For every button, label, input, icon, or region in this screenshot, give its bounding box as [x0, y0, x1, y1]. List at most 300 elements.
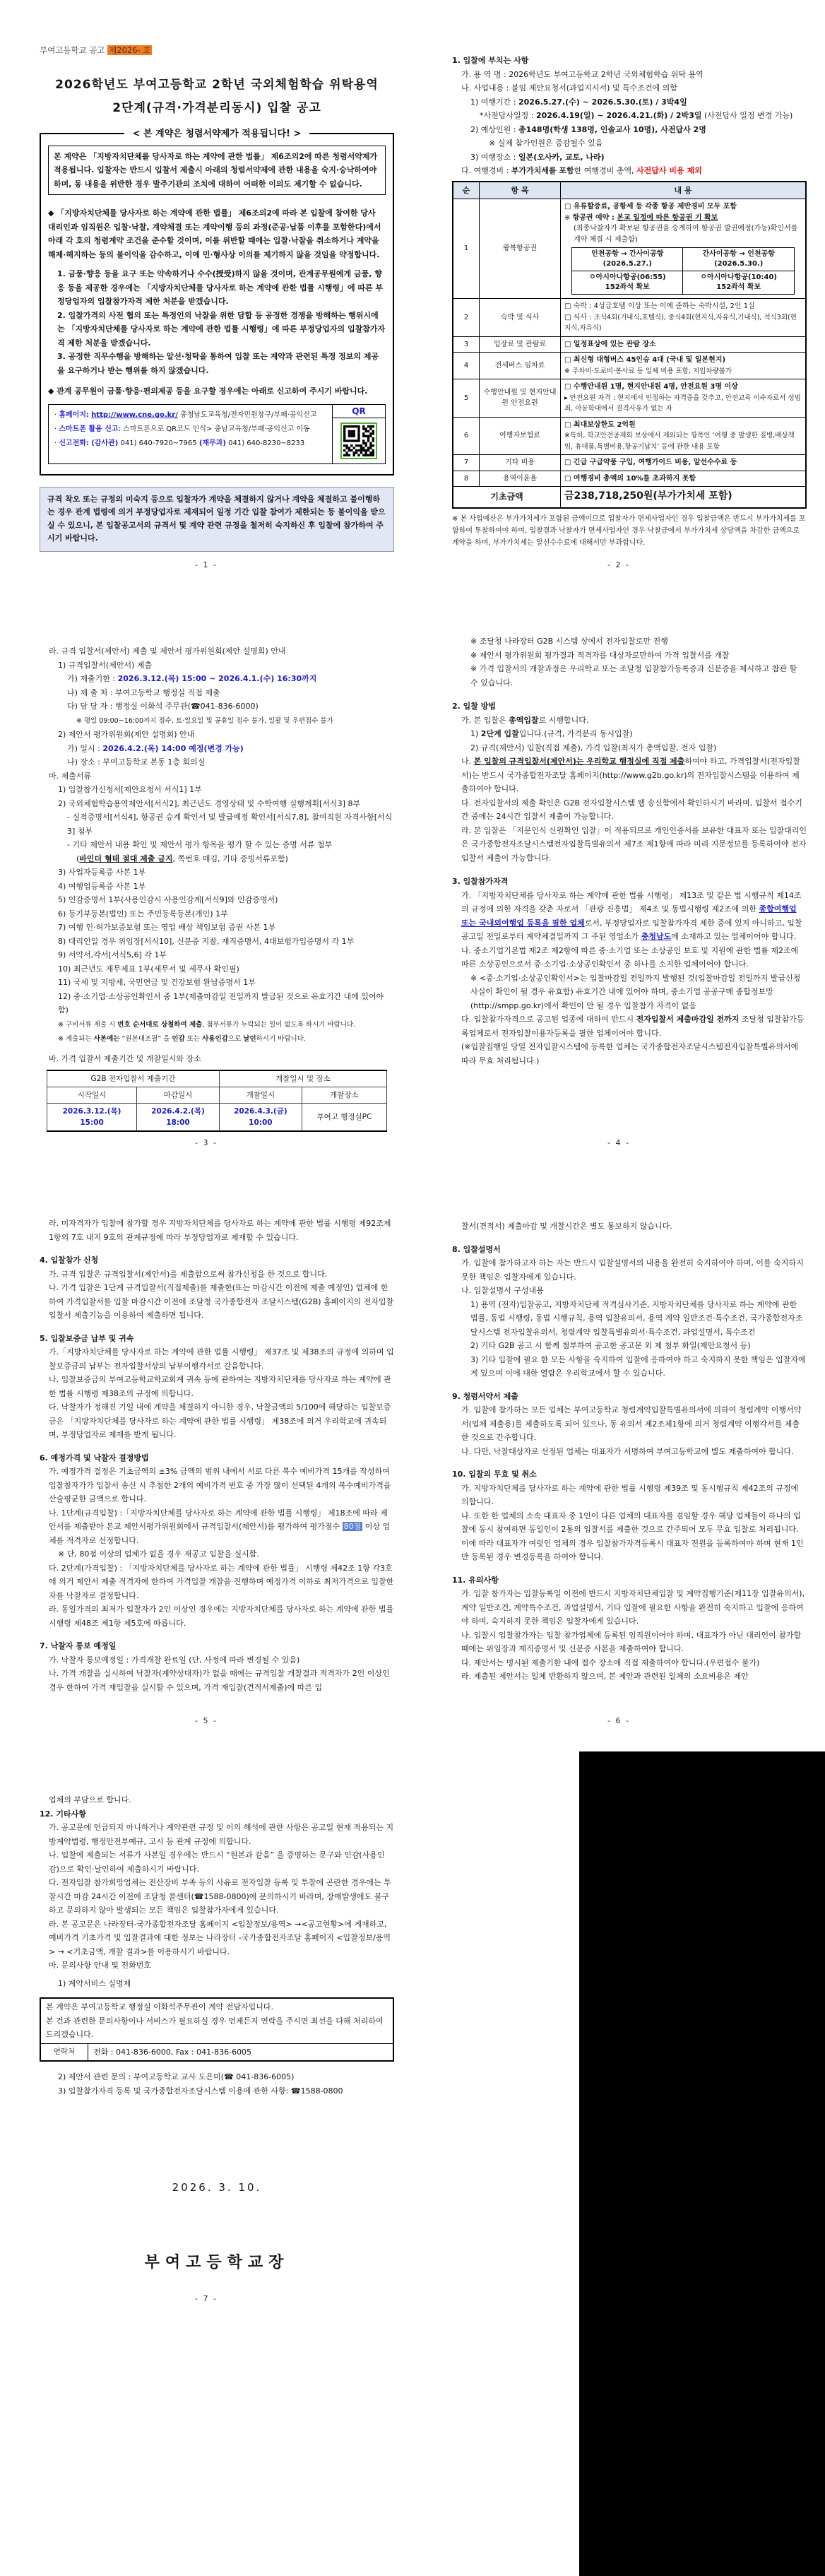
table-cell: 수행안내원 및 현지안내원 안전요원 — [480, 379, 561, 418]
text-segment: 041) 640-8230~8233 — [225, 439, 305, 447]
text-segment: 나. 가격 개찰을 실시하여 낙찰자(계약상대자)가 없을 때에는 규격입찰 개찰결과 적격자가 2인 이상인 경우 한하여 가격 재입찰을 실시할 수 있으며, 가격 재입찰(견적서제출)에 따른 입 — [49, 1669, 390, 1692]
text-line — [40, 1253, 394, 1268]
text-segment: 사전답사 비용 제외 — [636, 166, 702, 175]
text-segment: 9) 서약서,각서[서식5,6] 각 1부 — [58, 950, 167, 959]
text-segment: · — [54, 439, 59, 447]
text-line — [452, 164, 807, 178]
table-cell — [572, 248, 683, 271]
text-segment: 9. 청렴서약서 제출 — [452, 1391, 518, 1401]
text-line — [40, 1667, 394, 1694]
text-segment: (2026.5.30.) — [714, 260, 764, 268]
text-segment: 2) 규격(제안서) 입찰(직접 제출), 가격 입찰(최저가 총액입찰, 전자 입찰) — [470, 743, 717, 752]
text-segment: 총148명(학생 138명, 인솔교사 10명), 사전답사 2명 — [518, 124, 706, 134]
text-line — [452, 1509, 807, 1564]
page-1-content — [40, 0, 394, 552]
report-contact-table — [48, 404, 386, 464]
text-line — [564, 312, 802, 334]
text-line — [40, 769, 394, 784]
text-line — [40, 1977, 394, 1991]
text-segment: 다. 낙찰자가 정해진 기일 내에 계약을 체결하지 아니한 경우, 낙찰금액의 5/100에 해당하는 입찰보증금은 「지방자치단체를 당사자로 하는 계약에 관한 법률 시행령」 제38조에 의거 우리학교에 귀속되며, 부정당업자로 제재를 받게 됩니다. — [49, 1402, 391, 1439]
table-cell — [561, 455, 807, 471]
text-segment: 날인 — [243, 1035, 256, 1043]
text-segment: 2) 기타 G2B 공고 시 함께 첨부하여 공고한 공고문 외 제 첨부 화일(제안요청서 등) — [470, 1341, 751, 1350]
table-cell: 2 — [453, 299, 480, 337]
text-segment: (※입찰집행일 당일 전자입찰시스템에 등록한 업체는 국가종합전자조달시스템전자입찰특별유의서에 따라 무효 처리됩니다.) — [461, 1042, 799, 1065]
text-line — [452, 1482, 807, 1509]
text-line — [46, 2014, 388, 2042]
text-segment: , 쪽번호 매김, 기타 증빙서류포함) — [172, 853, 288, 863]
page-number: - 7 - — [195, 2294, 218, 2303]
text-line — [564, 301, 802, 312]
text-line — [48, 267, 386, 309]
text-segment: 가. 예정가격 결정은 기초금액의 ±3% 금액의 범위 내에서 서로 다른 복수 예비가격 15개를 작성하여 입찰참자가가 입찰서 송신 시 추첨한 2개의 예비가격 번호 중 가장 많이 선택된 4개의 복수예비가격을 산술평균한 금액으로 합니다. — [49, 1467, 391, 1503]
pledge-banner: < 본 계약은 청렴서약제가 적용됩니다! > — [41, 126, 393, 139]
text-line — [40, 907, 394, 921]
page-5 — [0, 1156, 412, 1734]
table-row — [453, 353, 806, 379]
table-cell: 개찰일시 및 장소 — [219, 1070, 386, 1087]
text-line — [93, 2045, 388, 2060]
text-segment: 항공권 예약 — [572, 213, 610, 222]
text-line — [40, 1465, 394, 1506]
text-segment: 본 계약은 「지방자치단체를 당사자로 하는 계약에 관한 법률」 제6조의2에 따른 청렴서약제가 적용됩니다. 입찰자는 반드시 입찰서 제출시 아래의 청렴서약제에 관한 내용을 숙지·승낙하여야 하며, 동 내용을 위반한 경우 발주기관의 조치에 대하여 어떠한 이의도 제기할 수 없습니다. — [54, 151, 378, 189]
table-cell: G2B 전자입찰서 제출기간 — [47, 1070, 220, 1087]
text-segment: 부여고등학교 공고 — [40, 45, 108, 55]
text-line — [40, 948, 394, 962]
table-cell: 5 — [453, 379, 480, 418]
text-segment: 2단계 입찰 — [480, 729, 519, 738]
text-line — [452, 1012, 807, 1040]
text-line — [452, 68, 807, 82]
table-cell: 시작일시 — [47, 1087, 137, 1104]
text-line — [48, 309, 386, 350]
text-segment: □ 수행안내원 1명, 현지안내원 4명, 안전요원 3명 이상 — [564, 383, 738, 391]
text-segment: (사전답사 일정 변경 가능) — [701, 111, 793, 120]
text-segment: 조달청 입찰참가등록업체로서 전자입찰이용자등록을 필한 업체이어야 합니다. — [461, 1015, 805, 1038]
text-line — [40, 658, 394, 673]
table-cell — [137, 1104, 220, 1132]
text-segment: 나. 입찰시 입찰참가자는 입찰 참가업체에 등록된 임직원이어야 하며, 대표자가 아닌 대리인이 참가할 때에는 위임장과 재직증명서 및 신분증 사본을 제출하여야 합니다. — [461, 1630, 802, 1653]
text-line — [40, 865, 394, 880]
text-segment: (감사관) — [91, 439, 119, 447]
table-cell: 용역이윤율 — [480, 471, 561, 487]
table-cell: 개찰장소 — [302, 1087, 386, 1104]
text-segment: □ 숙박 : 4성급호텔 이상 또는 이에 준하는 숙박시설, 2인 1실 — [564, 302, 755, 310]
text-segment: 2) 제안서 평가위원회(제안 설명회) 안내 — [58, 730, 195, 739]
text-segment: 인천공항 → 간사이공항 — [591, 250, 664, 258]
table-cell: 마감일시 — [137, 1087, 220, 1104]
text-segment: 2026.4.2.(목) — [151, 1107, 205, 1116]
text-segment: 전자입찰서 제출마감일 전까지 — [636, 1015, 740, 1024]
text-segment: 신고전화: — [59, 439, 89, 447]
report-contact-line — [54, 437, 326, 451]
text-line — [54, 150, 380, 191]
text-line — [452, 662, 807, 690]
text-segment: 가.「지방자치단체를 당사자로 하는 계약에 관한 법률 시행령」 제37조 및 제38조의 규정에 의하며 입찰보증금의 납부는 전자입찰서상의 납부이행각서로 갈음합니다. — [49, 1347, 394, 1371]
text-segment: 가. 입찰 참가자는 입찰등록일 이전에 반드시 지방자치단체입찰 및 계약집행기준(제11장 입찰유의서), 계약 일반조건, 계약특수조건, 과업설명서, 기타 입찰에 필요한 사항을 완전히 숙지하고 입찰에 응하여야 하며, 숙지하지 못한 책임은 입찰자에게 있습니다. — [461, 1589, 805, 1626]
text-segment: 본교 일정에 따른 항공권 기 확보 — [617, 213, 718, 222]
text-line — [452, 136, 807, 150]
text-segment: 부가가치세를 포함 — [511, 166, 574, 175]
table-cell: 연락처 — [40, 2043, 88, 2061]
text-segment: ※ <중·소기업·소상공인확인서>는 입찰마감일 전일까지 발행된 것(입찰마감일 전일까지 발급신청사실이 확인이 될 경우 유효함) 유효기간 내에 있어야 하며, 중소기업 공공구매 종합정보망(http://smpp.go.kr)에서 확인이 안 될 경우 입찰참가 자격이 없음 — [470, 973, 801, 1010]
text-line — [40, 1561, 394, 1603]
text-segment: ㅇ아시아나항공(10:40) — [700, 273, 777, 281]
page-number: - 1 - — [195, 560, 218, 569]
text-line — [40, 672, 394, 686]
text-segment: 라. 본 입찰은 「지문인식 신원확인 입찰」이 적용되므로 개인인증서를 보유한 대표자 또는 입찰대리인은 국가종합전자조달시스템전자입찰특별유의서 제7조 제1항에 따라 미리 지문정보를 등록하여야 전자입찰서 제출이 가능합니다. — [461, 825, 807, 863]
text-line — [48, 206, 386, 261]
text-segment: 1) 여행기간 : — [470, 97, 518, 107]
text-segment: 본 건과 관련한 문의사항이나 서비스가 필요하실 경우 언제든지 연락을 주시면 최선을 다해 처리하여 드리겠습니다. — [46, 2016, 384, 2039]
text-segment: 18:00 — [166, 1118, 190, 1127]
text-line — [452, 1629, 807, 1656]
page-number: - 4 - — [607, 1138, 630, 1147]
text-segment: 11) 국세 및 지방세, 국민연금 및 건강보험 완납증명서 1부 — [58, 978, 256, 987]
text-segment: 로 시행합니다. — [538, 715, 589, 725]
text-segment: 3) 기타 입찰에 필요 한 모든 사항을 숙지하여 입찰에 응하여야 하고 숙지하지 못한 책임은 입찰자에게 있으며 이에 대한 열람은 우리학교에서 할 수 있습니다. — [470, 1354, 806, 1378]
page-2-content — [452, 0, 807, 549]
table-cell: 기초금액 — [453, 487, 561, 508]
text-segment: 1) 입찰참가신청서[제안요청서 서식1] 1부 — [58, 785, 202, 794]
text-segment: □ 일정표상에 있는 관람 장소 — [564, 340, 656, 348]
table-cell: 6 — [453, 417, 480, 455]
text-segment: 사용인감 — [202, 1035, 228, 1043]
text-segment: , 첨부서류가 누락되는 일이 없도록 하시기 바랍니다. — [202, 1020, 356, 1029]
text-segment: 3) 입찰참가자격 등록 및 국가종합전자조달시스템 이용에 관한 사항: ☎1588-0800 — [58, 2086, 343, 2096]
text-segment: 홈페이지: — [59, 410, 89, 419]
text-segment: ※ 본 사업예산은 부가가치세가 포함된 금액이므로 입찰자가 면세사업자인 경우 입찰금액은 반드시 부가가치세를 포함하여 투찰하여야 하며, 입찰결과 낙찰자가 면세사업자인 경우 낙찰금에서 부가가치세 상당액을 차감한 금액으로 계약을 하며, 부가가치세는 알선수수료에 대해서만 부과합니다. — [452, 514, 806, 547]
text-line — [46, 2000, 388, 2014]
text-segment: 나) 제 출 처 : 부여고등학교 행정실 직접 제출 — [67, 687, 220, 697]
text-line — [40, 1032, 394, 1046]
table-cell: 4 — [453, 353, 480, 379]
text-segment: 나. — [461, 757, 474, 766]
text-segment: 간사이공항 → 인천공항 — [702, 250, 775, 258]
page-6 — [412, 1156, 825, 1734]
text-line — [452, 889, 807, 944]
text-line — [47, 493, 386, 545]
text-segment: - 실적증명서[서식4], 항공권 승계 확인서 및 발급예정 확인서[서식7,8], 참여직원 자격사항[서식3] 첨부 — [67, 813, 393, 836]
text-line — [564, 201, 802, 213]
text-line — [40, 1017, 394, 1032]
text-segment: ※ 제안서 평가위원회 평가결과 적격자를 대상자로만하여 가격 입찰서를 개찰 — [470, 650, 730, 660]
text-segment: 제2026- 호 — [109, 45, 151, 55]
text-line — [48, 384, 386, 398]
text-segment: 10) 최근년도 재무제표 1부(세무서 및 세무사 확인필) — [58, 964, 239, 974]
page-7 — [0, 1734, 412, 2312]
text-segment: 8) 대리인일 경우 위임장[서식10], 신분증 지참, 재직증명서, 4대보험가입증명서 각 1부 — [58, 936, 355, 946]
text-segment: 마. 제출서류 — [49, 771, 92, 781]
text-segment: 152좌석 확보 — [605, 283, 650, 291]
text-segment: 3) 사업자등록증 사본 1부 — [58, 868, 146, 877]
text-segment: 조식4회(기내식,호텔식), 중식4회(현지식,자유식,기내식), 석식3회(현지식,자유식) — [564, 313, 797, 332]
text-segment: 나. 입찰설명서 구성내용 — [461, 1286, 544, 1295]
doc-title-line2 — [40, 97, 394, 120]
text-line — [40, 783, 394, 797]
table-cell: 여행자보험료 — [480, 417, 561, 455]
text-line — [40, 714, 394, 728]
text-segment: *사전답사일정 : — [480, 111, 536, 120]
text-segment: ※ 조달청 나라장터 G2B 시스템 상에서 전자입찰로만 진행 — [470, 637, 668, 646]
text-segment: 3. 입찰참가자격 — [452, 877, 509, 886]
page-6-content — [452, 1156, 807, 1684]
text-segment: 다. 여행경비 : — [461, 166, 511, 175]
text-line — [40, 1268, 394, 1282]
page-number: - 5 - — [195, 1716, 218, 1725]
text-segment: ※ 단, 80점 이상의 업체가 없을 경우 재공고 입찰을 실시함. — [58, 1549, 259, 1559]
text-segment: 충청남도교육청/전자민원창구/부패·공익신고 — [177, 410, 317, 419]
text-line — [40, 686, 394, 700]
text-segment: 로서, 부정당업자로 입찰참가자격 제한 중에 있지 아니하고, 입찰공고일 전일로부터 계약체결일까지 그 주된 영업소가 — [461, 918, 802, 941]
text-segment: 부여고등학교장 — [144, 2253, 290, 2271]
text-segment: 라. 규격 입찰서(제안서) 제출 및 제안서 평가위원회(제안 설명회) 안내 — [49, 646, 286, 656]
table-row — [47, 1104, 387, 1132]
doc-title-line1 — [40, 73, 394, 97]
text-segment: 찰서(견적서) 제출마감 및 개찰시간은 별도 통보하지 않습니다. — [461, 1222, 672, 1231]
table-row — [40, 1998, 393, 2043]
text-segment: 15:00 — [80, 1118, 104, 1127]
text-line — [564, 457, 802, 468]
text-line — [40, 1547, 394, 1561]
text-line — [452, 699, 807, 714]
text-line — [452, 1390, 807, 1404]
text-line — [564, 491, 802, 503]
page-4-content — [452, 578, 807, 1068]
text-line — [40, 1506, 394, 1548]
text-line — [452, 1243, 807, 1257]
page-number: - 3 - — [195, 1138, 218, 1147]
text-segment: 2026.5.27.(수) ~ 2026.5.30.(토) / 3박4일 — [518, 97, 687, 107]
table-cell — [40, 1998, 393, 2043]
text-segment: □ 식사 : — [564, 313, 594, 321]
text-segment: 1. 금품·향응 등을 요구 또는 약속하거나 수수(授受)하지 않을 것이며, 관계공무원에게 금품, 향응 등을 제공한 경우에는 「지방자치단체를 당사자로 하는 계약에 관한 법률 시행령」에 따른 부정당업자의 입찰참가자격 제한 처분을 받겠습니다. — [57, 269, 384, 306]
text-segment: 바인더 형태 절대 제출 금지 — [79, 853, 173, 863]
table-cell: 왕복항공권 — [480, 199, 561, 299]
text-segment: □ 여행경비 총액의 10%를 초과하지 못함 — [564, 474, 696, 483]
text-segment: 다. 전자입찰 참가희망업체는 전산장비 부족 등의 사유로 전자입찰 등록 및 투찰에 곤란한 경우에는 투찰시간 마감 24시간 이전에 조달청 콜센터(☎1588-0800)에 문의하시기 바라며, 장애발생에도 불구하고 문의하지 않아 발생되는 모든 책임은 입찰참가자에게 있습니다. — [49, 1878, 391, 1915]
text-line — [452, 971, 807, 1013]
text-line — [564, 355, 802, 366]
table-row — [47, 1087, 387, 1104]
text-segment: · — [54, 410, 59, 419]
text-segment: 12) 중·소기업·소상공인확인서 중 1부(제출마감일 전일까지 발급된 것으로 유효기간 내에 있어야 함) — [58, 991, 384, 1015]
hyperlink-text[interactable]: http://www.cne.go.kr/ — [91, 410, 178, 419]
text-segment: 나. 가격 입찰은 1단계 규격입찰서(직접제출)를 제출한(또는 마감시간 이전에 제출 예정인) 업체에 한하여 가격입찰서를 입찰 마감시간 이전에 조달청 국가종합전자 조달시스템(G2B) 홈페이지의 전자입찰 입찰서 제출기능을 이용하여 제출하면 됩니다. — [49, 1283, 394, 1320]
text-line — [48, 350, 386, 377]
text-segment: 7. 낙찰자 통보 예정일 — [40, 1641, 117, 1650]
signer-name — [40, 2253, 394, 2271]
text-segment: 가. 본 입찰은 — [461, 715, 509, 725]
table-cell — [561, 336, 807, 353]
text-segment: (재무과) — [198, 439, 226, 447]
text-line — [452, 1219, 807, 1234]
text-segment: ※ 평일 09:00~16:00까지 접수, 토·일요일 및 공휴일 접수 불가, 일괄 및 우편접수 불가 — [76, 716, 333, 725]
text-segment: 2. 입찰 방법 — [452, 702, 496, 711]
text-line — [564, 393, 802, 415]
text-segment: ※특히, 학교안전공제회 보상에서 제외되는 항목인 ‘여행 중 발생한 질병,배상책임, 휴대품,특별비용,항공기납치’ 등에 관한 내용 포함 — [564, 432, 795, 451]
text-line — [452, 1670, 807, 1684]
table-cell: 숙박 및 식사 — [480, 299, 561, 337]
text-segment: 2026학년도 부여고등학교 2학년 국외체험학습 위탁용역 — [55, 77, 379, 92]
text-segment: 스마트폰 활용 신고 — [59, 425, 119, 433]
text-line — [40, 1876, 394, 1918]
text-line — [40, 1653, 394, 1667]
text-segment: 3) 여행장소 : — [470, 152, 518, 162]
text-line — [40, 1958, 394, 1973]
text-segment: 가. 규격 입찰은 규격입찰서(제안서)를 제출함으로써 참가신청을 한 것으로 합니다. — [49, 1269, 328, 1279]
text-segment: 금238,718,250원(부가가치세 포함) — [564, 490, 732, 502]
text-segment: 1) 규격입찰서(제안서) 제출 — [58, 660, 153, 670]
text-segment: 2026.3.12.(목) — [62, 1107, 121, 1116]
table-cell: 내 용 — [561, 182, 807, 199]
text-segment: : — [609, 213, 617, 222]
text-line — [452, 755, 807, 796]
text-line — [452, 714, 807, 728]
text-segment: 나. 중소기업기본법 제2조 제2항에 따른 중·소기업 또는 소상공인 보호 및 지원에 관한 법률 제2조에 따른 소상공인으로서 중·소기업·소상공인확인서 중 하나를 소지한 업체이어야 합니다. — [461, 945, 799, 969]
text-segment: 다) 담 당 자 : 행정실 이화석 주무관(☎041-836-6000) — [67, 702, 259, 711]
text-line — [564, 223, 802, 245]
text-segment: ※ — [564, 213, 573, 222]
table-row — [572, 271, 795, 295]
text-line — [452, 123, 807, 137]
text-segment: ◆ 관계 공무원이 금품·향응·편의제공 등을 요구할 경우에는 아래로 신고하여 주시기 바랍니다. — [48, 386, 368, 396]
table-row — [453, 471, 806, 487]
text-segment: □ 유류할증료, 공항세 등 각종 항공 제반경비 모두 포함 — [564, 203, 737, 211]
text-line — [452, 513, 807, 549]
table-cell: 입장료 및 관람료 — [480, 336, 561, 353]
text-segment: 나. 또한 한 업체의 소속 대표자 중 1인이 다른 업체의 대표자를 겸임할 경우 해당 업체들이 하나의 입찰에 동시 참여하면 동일인이 2통의 입찰서를 제출한 것으로 간주되어 모두 무효 입찰로 처리됩니다. 이에 따라 대표자가 여럿인 업체의 경우 입찰참가자격등록시 대표자 전원을 등록하여야 하며 현재 1인만 등록된 경우 변경등록을 하여야 합니다. — [461, 1511, 804, 1561]
text-segment: 충청남도 — [641, 932, 672, 941]
text-segment: 인감 — [172, 1035, 185, 1043]
text-segment: - 기타 제안서 내용 확인 및 제안서 평가 항목을 평가 할 수 있는 증명 서류 첨부 — [67, 840, 333, 849]
text-segment: 나. 입찰에 제출되는 서류가 사본일 경우에는 반드시 “원본과 같음” 을 증명하는 문구와 인감(사용인감)으로 확인·날인하여 제출하시기 바랍니다. — [49, 1850, 385, 1874]
text-line — [452, 741, 807, 755]
text-line — [452, 109, 807, 123]
text-segment: 번호 순서대로 상철하여 제출 — [117, 1020, 203, 1029]
text-segment: 총액입찰 — [509, 715, 539, 725]
table-cell — [88, 2043, 394, 2061]
text-segment: 라. 동일가격의 최저가 입찰자가 2인 이상인 경우에는 지방자치단체를 당사자로 하는 계약에 관한 법률 시행령 제48조 제1항 제5호에 따릅니다. — [49, 1605, 394, 1628]
page-7-content — [40, 1734, 394, 2269]
text-segment: 사본에는 — [93, 1035, 120, 1043]
text-line — [40, 797, 394, 811]
text-line — [452, 54, 807, 68]
text-segment: 규격 착오 또는 규정의 미숙지 등으로 입찰자가 계약을 체결하지 않거나 계약을 체결하고 불이행하는 경우 관계 법령에 의거 부정당업자로 제재되어 일정 기간 입찰 참여가 제한되는 등 불이익을 받으실 수 있으니, 본 입찰공고서의 규격서 및 계약 관련 규정을 철저히 숙지하신 후 입찰에 참가하여 주시기 바랍니다. — [47, 494, 386, 543]
black-mask-region — [579, 1751, 825, 2576]
text-line — [452, 81, 807, 95]
service-contact-table — [40, 1997, 394, 2062]
text-line — [452, 875, 807, 889]
table-row — [453, 299, 806, 337]
table-cell — [561, 299, 807, 337]
text-segment: ▸ 안전요원 자격 : 현지에서 인정하는 자격증을 갖추고, 안전교육 이수자로서 성범죄, 아동학대에서 결격사유가 없는 자 — [564, 394, 801, 413]
text-segment: 으로 — [227, 1035, 244, 1043]
text-line — [564, 339, 802, 350]
text-segment: ㅇ아시아나항공(06:55) — [588, 273, 666, 281]
text-segment: 041) 640-7920~7965 — [118, 439, 199, 447]
table-cell: 순 — [453, 182, 480, 199]
text-segment: 가. 용 역 명 : 2026학년도 부여고등학교 2학년 국외체험학습 위탁 용역 — [461, 69, 704, 79]
table-row — [40, 2043, 393, 2061]
text-line — [452, 1467, 807, 1482]
page-2 — [412, 0, 825, 578]
text-segment: 가. 입찰에 참가하는 모든 업체는 부여고등학교 청렴계약입찰특별유의서에 의하여 청렴계약 이행서약서(업체 제출용)를 제출하도록 되어 있으나, 동 유의서 제2조제1항에 의거 청렴계약 이행각서를 제출한 것으로 간주합니다. — [461, 1405, 802, 1442]
text-line — [40, 1373, 394, 1400]
text-line — [40, 976, 394, 990]
text-line — [40, 810, 394, 838]
text-segment: 2. 입찰가격의 사전 협의 또는 특정인의 낙찰을 위한 담합 등 공정한 경쟁을 방해하는 행위시에는 「지방자치단체를 당사자로 하는 계약에 관한 법률 시행령」에 따른 부정당업자의 입찰참가자격 제한 처분을 받겠습니다. — [57, 310, 386, 348]
text-segment: 업체의 부담으로 합니다. — [49, 1795, 131, 1804]
table-cell: 부여고 행정실PC — [302, 1104, 386, 1132]
text-line — [40, 755, 394, 769]
text-line — [452, 824, 807, 865]
text-line — [40, 728, 394, 742]
page-5-content — [40, 1156, 394, 1694]
text-segment: 이상 업체를 적격자로 선정합니다. — [49, 1522, 391, 1545]
text-segment: 11. 유의사항 — [452, 1575, 499, 1585]
text-line — [40, 990, 394, 1017]
table-cell — [561, 353, 807, 379]
text-line — [40, 1281, 394, 1323]
text-segment: 종합여행업 또는 국내외여행업 등록을 필한 업체 — [461, 904, 797, 928]
text-segment: 나. 사업내용 : 붙임 제안요청서(과업지시서) 및 특수조건에 의함 — [461, 83, 677, 93]
text-segment: ◆ 「지방자치단체를 당사자로 하는 계약에 관한 법률」 제6조의2에 따라 본 입찰에 참여한 당사 대리인과 임직원은 입찰·낙찰, 계약체결 또는 계약이행 등의 과정(준공·납품 이후를 포함한다)에서 아래 각 호의 청렴계약 조건을 준수할 것이며, 이를 위반할 때에는 입찰·낙찰을 취소하거나 계약을 해제·해지하는 등의 불이익을 감수하고, 이에 민·형사상 이의를 제기하지 않을 것임을 약정합니다. — [48, 208, 381, 259]
text-line — [40, 644, 394, 658]
text-line — [452, 1256, 807, 1284]
text-segment: 3. 공정한 직무수행을 방해하는 알선·청탁을 통하여 입찰 또는 계약과 관련된 특정 정보의 제공을 요구하거나 받는 행위를 하지 않겠습니다. — [57, 352, 379, 375]
table-cell — [561, 199, 807, 299]
report-contact-line — [54, 408, 326, 423]
text-line — [40, 1451, 394, 1465]
text-line — [452, 1403, 807, 1445]
text-line — [452, 1040, 807, 1068]
table-cell: 개찰일시 — [219, 1087, 302, 1104]
text-line — [40, 1918, 394, 1959]
text-segment: 152좌석 확보 — [716, 283, 761, 291]
text-segment: □ 긴급 구급약품 구입, 여행가이드 비용, 알선수수료 등 — [564, 459, 737, 466]
report-contact-line — [54, 423, 326, 437]
text-segment: 다. 제안서는 명시된 제출기한 내에 접수 장소에 직접 제출하여야 합니다.(우편접수 불가) — [461, 1658, 760, 1667]
table-row — [47, 1070, 387, 1087]
text-segment: : 스마트폰으로 QR코드 인식> 충남교육청/부패·공익신고 이동 — [118, 425, 310, 433]
text-line — [452, 1445, 807, 1459]
table-cell: 8 — [453, 471, 480, 487]
text-segment: · — [54, 425, 59, 433]
text-line — [452, 944, 807, 971]
text-line — [40, 962, 394, 976]
text-segment: ※ 실제 참가인원은 증감될수 있음 — [489, 138, 603, 148]
table-row — [572, 248, 795, 271]
text-segment: 2) 예상인원 : — [470, 124, 518, 134]
text-segment: 가. 낙찰자 통보예정일 : 가격개찰 완료일 (단, 사정에 따라 변경될 수 있음) — [49, 1655, 300, 1665]
text-segment: ※ 가격 입찰서의 개찰과정은 우리학교 또는 조달청 입찰참가등록증과 신분증을 제시하고 참관 할 수 있습니다. — [470, 664, 797, 687]
text-line — [452, 727, 807, 741]
text-segment: ※ 제출되는 — [58, 1035, 94, 1043]
cost-items-table — [452, 181, 807, 509]
table-cell — [561, 417, 807, 455]
text-segment: 80점 — [343, 1522, 362, 1531]
qr-code-icon — [340, 423, 377, 459]
text-segment: □ 최신형 대형버스 45인승 4대 (국내 및 일본현지) — [564, 356, 726, 364]
text-segment: 라. 미자격자가 입찰에 참가할 경우 지방자치단체를 당사자로 하는 계약에 관한 법률 시행령 제92조제1항의 7호 내지 9호의 관계규정에 따라 부정당업자로 제재할 수 있습니다. — [49, 1219, 391, 1242]
text-line — [452, 150, 807, 165]
text-line — [40, 838, 394, 852]
pledge-outer-box — [40, 128, 394, 475]
text-segment: 1) 계약서비스 실명제 — [58, 1978, 131, 1988]
text-line — [564, 366, 802, 377]
text-line — [452, 796, 807, 824]
